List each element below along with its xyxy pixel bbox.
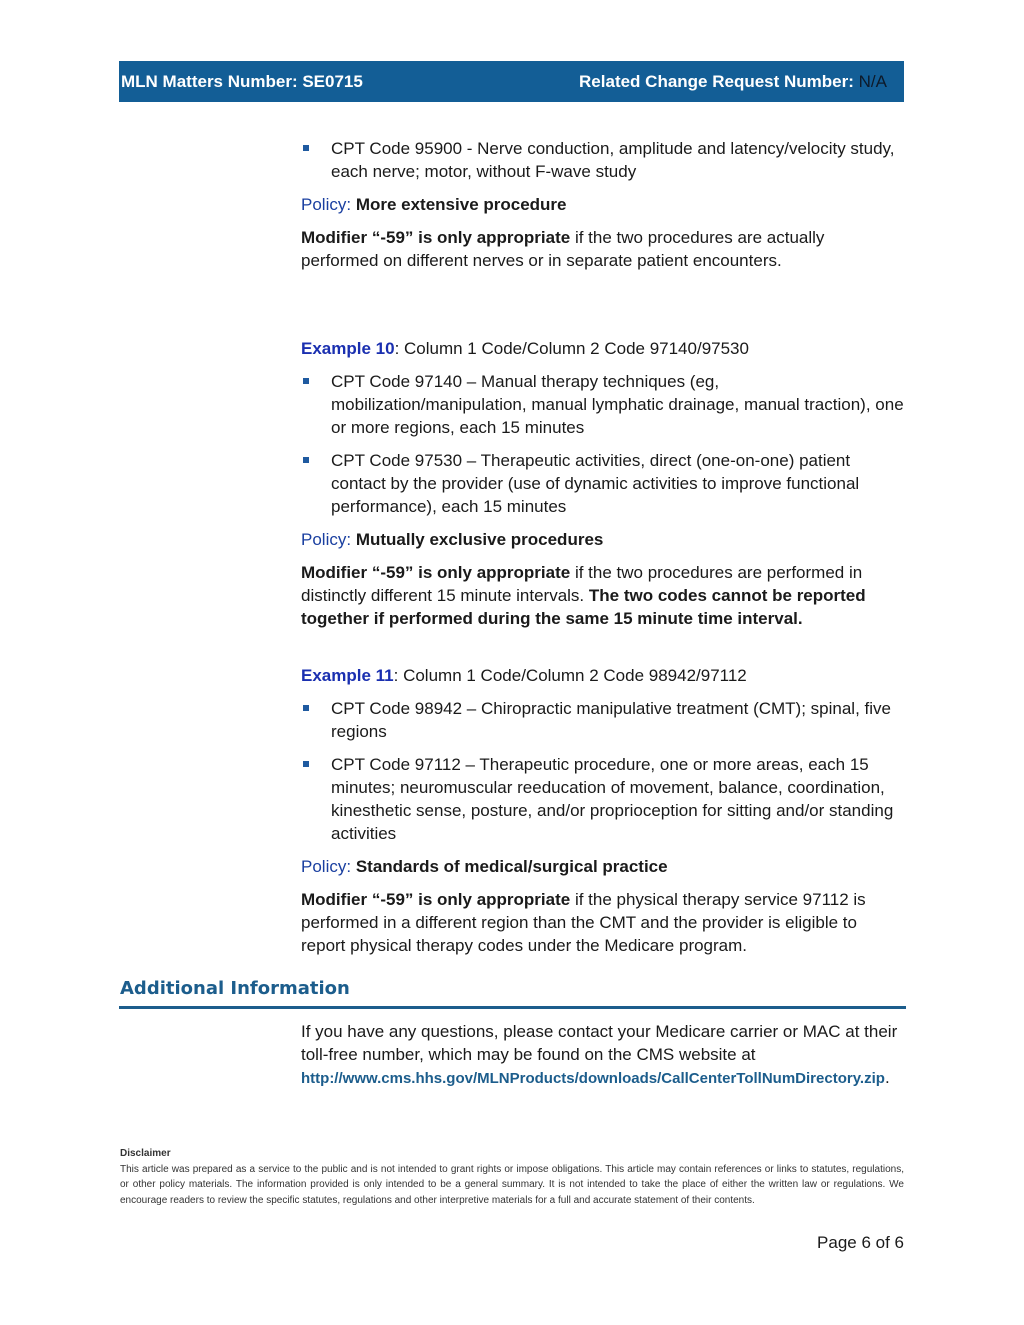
- contact-paragraph: If you have any questions, please contact your Medicare carrier or MAC at their toll-free number, which may be found on the CMS website at http://www.cms.hhs.gov/MLNProducts/downloads/CallCenterTollNumDirectory.zip.: [301, 1022, 898, 1087]
- bullet-icon: [303, 761, 309, 767]
- policy-line: Policy: Mutually exclusive procedures: [301, 530, 604, 549]
- page-header: [119, 61, 904, 102]
- disclaimer-title: Disclaimer: [120, 1148, 171, 1159]
- list-item: CPT Code 95900 - Nerve conduction, amplitude and latency/velocity study, each nerve; motor, without F-wave study: [301, 137, 904, 183]
- change-request-value: N/A: [858, 71, 887, 91]
- policy-line: Policy: More extensive procedure: [301, 195, 567, 214]
- list-item: CPT Code 98942 – Chiropractic manipulative treatment (CMT); spinal, five regions: [301, 697, 904, 743]
- page-number: Page 6 of 6: [817, 1233, 904, 1252]
- mln-number: MLN Matters Number: SE0715: [121, 71, 363, 91]
- bullet-icon: [303, 378, 309, 384]
- bullet-list: [301, 137, 904, 183]
- additional-info-body: [301, 1020, 904, 1100]
- section-title-additional-information: Additional Information: [120, 978, 350, 999]
- disclaimer: [120, 1146, 904, 1208]
- modifier-paragraph: Modifier “-59” is only appropriate if the two procedures are performed in distinctly different 15 minute intervals. The two codes cannot be reported together if performed during the same 15 minute time interval.: [301, 563, 866, 628]
- modifier-paragraph: Modifier “-59” is only appropriate if the two procedures are actually performed on different nerves or in separate patient encounters.: [301, 228, 825, 270]
- bullet-icon: [303, 457, 309, 463]
- modifier-paragraph: Modifier “-59” is only appropriate if the physical therapy service 97112 is performed in a different region than the CMT and the provider is eligible to report physical therapy codes under the Medicare program.: [301, 890, 866, 955]
- list-item: CPT Code 97530 – Therapeutic activities, direct (one-on-one) patient contact by the provider (use of dynamic activities to improve functional performance), each 15 minutes: [301, 449, 904, 518]
- section-divider: [119, 1006, 906, 1009]
- cms-directory-link[interactable]: http://www.cms.hhs.gov/MLNProducts/downloads/CallCenterTollNumDirectory.zip: [301, 1070, 885, 1087]
- list-item: CPT Code 97112 – Therapeutic procedure, one or more areas, each 15 minutes; neuromuscular reeducation of movement, balance, coordination, kinesthetic sense, posture, and/or proprioception for sitting and/or standing activities: [301, 753, 904, 845]
- example-10: [301, 337, 904, 640]
- example-heading: Example 10: Column 1 Code/Column 2 Code 97140/97530: [301, 339, 749, 358]
- bullet-icon: [303, 145, 309, 151]
- related-change-request: Related Change Request Number: N/A: [579, 71, 887, 91]
- bullet-list: [301, 697, 904, 845]
- example-heading: Example 11: Column 1 Code/Column 2 Code 98942/97112: [301, 666, 747, 685]
- disclaimer-text: This article was prepared as a service to the public and is not intended to grant rights or impose obligations. This article may contain references or links to statutes, regulations, or other policy materials. The information provided is only intended to be a general summary. It is not intended to take the place of either the written law or regulations. We encourage readers to review the specific statutes, regulations and other interpretive materials for a full and accurate statement of their contents.: [120, 1163, 904, 1206]
- block-95900: [301, 137, 904, 282]
- example-11: [301, 664, 904, 967]
- bullet-list: [301, 370, 904, 518]
- bullet-icon: [303, 705, 309, 711]
- policy-line: Policy: Standards of medical/surgical practice: [301, 857, 668, 876]
- list-item: CPT Code 97140 – Manual therapy techniques (eg, mobilization/manipulation, manual lymphatic drainage, manual traction), one or more regions, each 15 minutes: [301, 370, 904, 439]
